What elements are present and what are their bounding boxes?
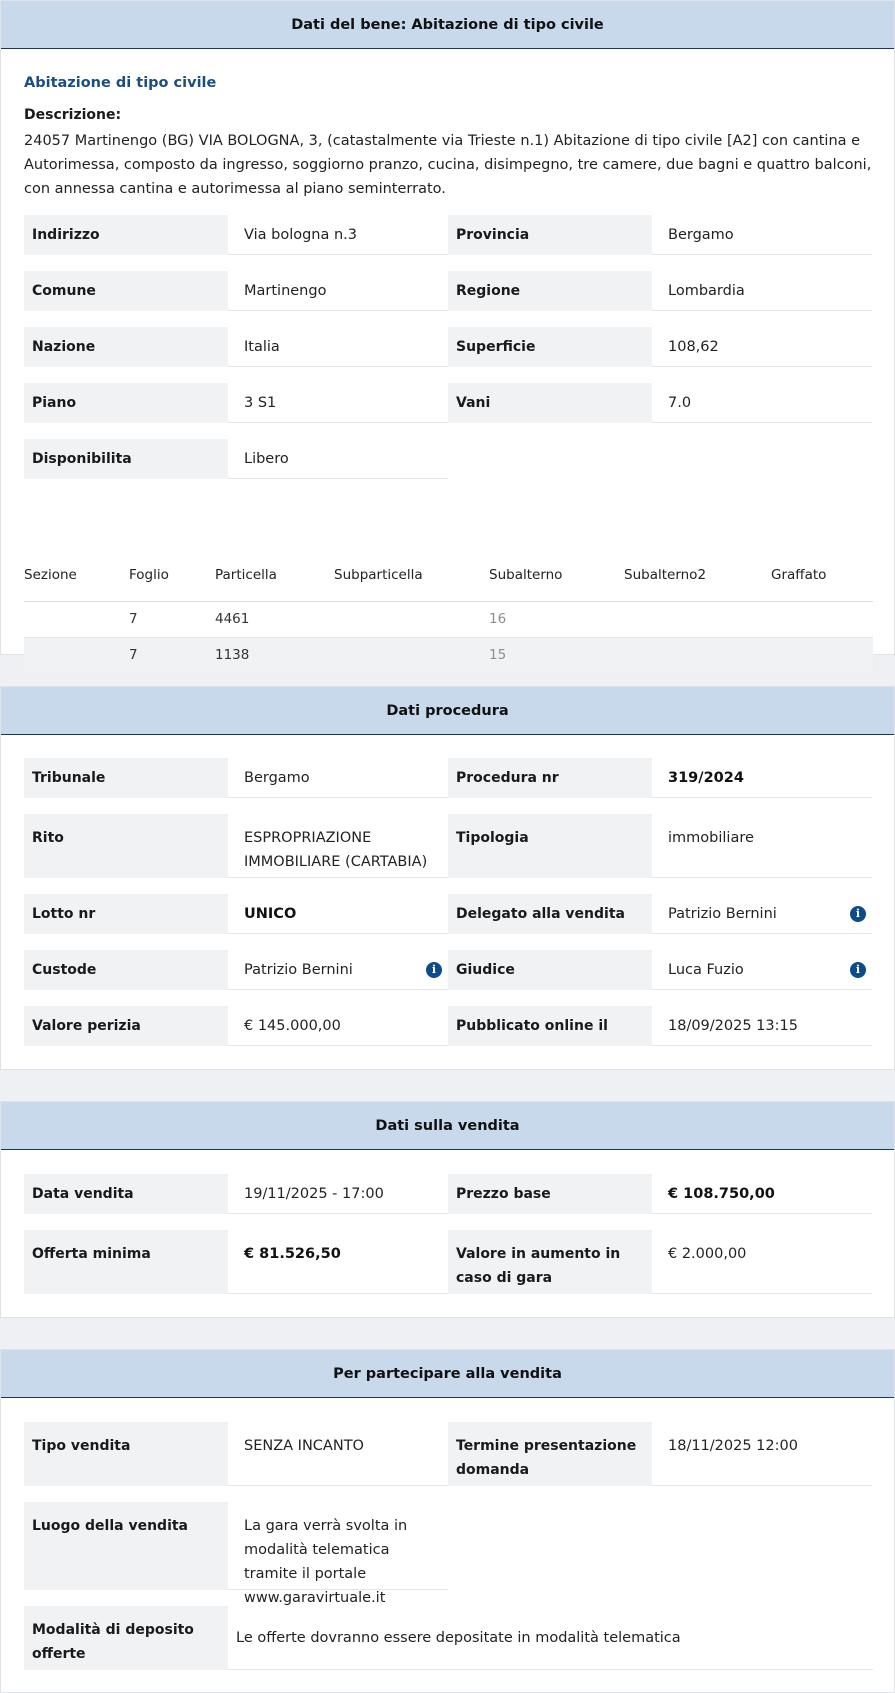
field-label: Procedura nr [448,758,652,798]
catasto-cell [334,601,489,637]
field-label: Comune [24,271,228,311]
card-header: Dati del bene: Abitazione di tipo civile [1,1,894,49]
catasto-header: Foglio [129,549,215,601]
catasto-cell [771,601,873,637]
field-label: Piano [24,383,228,423]
field-label: Offerta minima [24,1230,228,1294]
field-value: € 108.750,00 [652,1174,872,1214]
field-label: Provincia [448,215,652,255]
table-row [24,601,873,637]
delegato-name: Patrizio Bernini [668,905,777,922]
field-value: 19/11/2025 - 17:00 [228,1174,448,1214]
catasto-cell [334,637,489,673]
field-value-giudice [652,950,872,990]
field-value: 18/09/2025 13:15 [652,1006,872,1046]
field-label: Disponibilita [24,439,228,479]
catasto-cell [624,637,771,673]
giudice-name: Luca Fuzio [668,961,744,978]
field-label: Pubblicato online il [448,1006,652,1046]
catasto-cell: 7 [129,601,215,637]
field-label: Modalità di deposito offerte [24,1606,228,1670]
field-value: € 81.526,50 [228,1230,448,1294]
catasto-cell: 16 [489,601,624,637]
catasto-header: Subparticella [334,549,489,601]
field-label: Giudice [448,950,652,990]
info-icon[interactable]: i [850,962,866,978]
field-value: Lombardia [652,271,872,311]
field-label: Tipo vendita [24,1422,228,1486]
catasto-header: Graffato [771,549,873,601]
field-value: Italia [228,327,448,367]
field-value: ESPROPRIAZIONE IMMOBILIARE (CARTABIA) [228,814,448,878]
catasto-cell: 4461 [215,601,334,637]
field-value: immobiliare [652,814,872,878]
field-label: Indirizzo [24,215,228,255]
info-icon[interactable]: i [850,906,866,922]
property-subtitle: Abitazione di tipo civile [24,75,217,91]
field-value: Martinengo [228,271,448,311]
catasto-header: Sezione [24,549,129,601]
field-label: Luogo della vendita [24,1502,228,1590]
card-header: Dati procedura [1,687,894,735]
field-label: Rito [24,814,228,878]
field-value: 18/11/2025 12:00 [652,1422,872,1486]
field-label: Tribunale [24,758,228,798]
field-label: Nazione [24,327,228,367]
catasto-cell: 7 [129,637,215,673]
catasto-table [24,549,873,673]
catasto-cell [771,637,873,673]
field-label: Prezzo base [448,1174,652,1214]
info-icon[interactable]: i [426,962,442,978]
field-value: Via bologna n.3 [228,215,448,255]
field-value: UNICO [228,894,448,934]
catasto-cell [624,601,771,637]
field-value: 7.0 [652,383,872,423]
field-label: Custode [24,950,228,990]
field-label: Valore perizia [24,1006,228,1046]
field-label: Tipologia [448,814,652,878]
table-row [24,637,873,673]
description-text: 24057 Martinengo (BG) VIA BOLOGNA, 3, (catastalmente via Trieste n.1) Abitazione di tipo civile [A2] con cantina e Autorimessa, composto da ingresso, soggiorno pranzo, cucina, disimpegno, tre camere, due bagni e quattro balconi, con annessa cantina e autorimessa al piano seminterrato. [24,133,872,197]
card-dati-bene [0,0,895,664]
field-value: 108,62 [652,327,872,367]
field-label: Regione [448,271,652,311]
card-dati-procedura [0,686,895,1070]
card-dati-vendita [0,1101,895,1318]
field-value-delegato [652,894,872,934]
field-value: 319/2024 [652,758,872,798]
field-label: Data vendita [24,1174,228,1214]
custode-name: Patrizio Bernini [244,961,353,978]
field-label: Superficie [448,327,652,367]
field-label: Delegato alla vendita [448,894,652,934]
field-value: Bergamo [228,758,448,798]
field-label: Termine presentazione domanda [448,1422,652,1486]
field-value-wide: Le offerte dovranno essere depositate in modalità telematica [228,1606,873,1670]
catasto-cell: 15 [489,637,624,673]
catasto-cell: 1138 [215,637,334,673]
catasto-cell [24,637,129,673]
catasto-header: Particella [215,549,334,601]
field-label: Vani [448,383,652,423]
field-value: La gara verrà svolta in modalità telematica tramite il portale www.garavirtuale.it [228,1502,448,1590]
field-value: € 2.000,00 [652,1230,872,1294]
card-header: Per partecipare alla vendita [1,1350,894,1398]
card-partecipare [0,1349,895,1693]
field-value: 3 S1 [228,383,448,423]
field-value: SENZA INCANTO [228,1422,448,1486]
field-value: Libero [228,439,448,479]
catasto-header: Subalterno [489,549,624,601]
field-label: Valore in aumento in caso di gara [448,1230,652,1294]
field-value: Bergamo [652,215,872,255]
catasto-header: Subalterno2 [624,549,771,601]
field-value-custode [228,950,448,990]
field-label: Lotto nr [24,894,228,934]
field-value: € 145.000,00 [228,1006,448,1046]
catasto-cell [24,601,129,637]
card-header: Dati sulla vendita [1,1102,894,1150]
description-label: Descrizione: [24,107,122,123]
